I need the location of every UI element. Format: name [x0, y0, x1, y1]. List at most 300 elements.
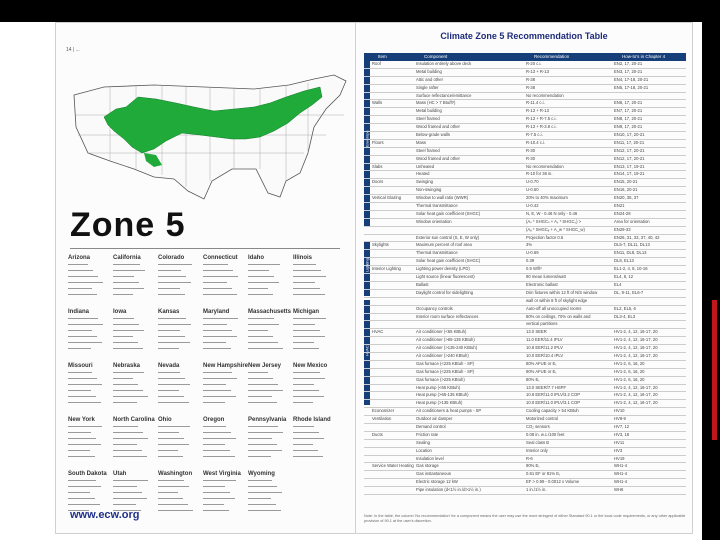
county-entry: [113, 288, 144, 289]
county-entry: [68, 432, 91, 433]
county-entry: [203, 318, 238, 319]
row-recommendation: 1 in./1½ in.: [526, 487, 547, 493]
table-row: [364, 345, 686, 353]
row-recommendation: R-6: [526, 455, 533, 461]
county-entry: [248, 276, 274, 277]
group-hvac: HVAC: [364, 300, 370, 405]
county-entry: [203, 492, 230, 493]
row-howto: HV3: [614, 447, 623, 453]
table-row: [364, 314, 686, 322]
row-component: Non-swinging: [416, 187, 442, 193]
county-entry: [203, 402, 225, 403]
row-recommendation: N, E, W - 0.46 N only - 0.46: [526, 210, 578, 216]
county-entry: [293, 318, 326, 319]
row-howto: EN2, 17, 20-21: [614, 61, 643, 66]
state-name: Massachusetts: [248, 309, 292, 315]
county-entry: [68, 444, 101, 445]
state-name: Ohio: [158, 417, 172, 423]
row-recommendation: R-30: [526, 155, 536, 161]
county-entry: [158, 276, 186, 277]
table-note: Note: In the table, the column 'No recommendation' for a component means the user may use the more stringent of either Standard 90.1 or the local code requirements, or any other applicable provision of 90.1 at the user's discretion.: [364, 514, 686, 523]
row-howto: EN14, 17, 19-21: [614, 171, 645, 177]
county-entry: [248, 402, 277, 403]
county-entry: [68, 270, 93, 271]
county-entry: [293, 426, 314, 427]
county-entry: [113, 318, 134, 319]
county-entry: [158, 432, 179, 433]
county-entry: [293, 432, 319, 433]
row-component: Light source (linear fluorescent): [416, 274, 475, 280]
county-entry: [248, 384, 278, 385]
row-item: Ventilation: [372, 416, 392, 422]
row-recommendation: Interior only: [526, 447, 548, 453]
county-entry: [158, 336, 185, 337]
county-entry: [248, 270, 269, 271]
county-entry: [68, 324, 103, 325]
county-entry: [293, 294, 325, 295]
row-recommendation: U-0.42: [526, 203, 539, 209]
row-recommendation: R-30: [526, 147, 536, 153]
county-entry: [293, 450, 318, 451]
row-component: Swinging: [416, 179, 433, 185]
row-recommendation: R-20 c.i.: [526, 61, 542, 66]
county-entry: [248, 492, 282, 493]
row-recommendation: 90 mean lumens/watt: [526, 274, 566, 280]
state-name: Michigan: [293, 309, 320, 315]
row-howto: EN3, 17, 20-21: [614, 68, 643, 74]
county-entry: [158, 384, 190, 385]
row-recommendation: U-0.70: [526, 179, 539, 185]
county-entry: [158, 270, 181, 271]
county-entry: [293, 396, 324, 397]
county-entry: [248, 498, 271, 499]
row-recommendation: Cooling capacity > 54 KBtuh: [526, 408, 579, 414]
table-row: [364, 77, 686, 85]
county-list: [68, 255, 348, 525]
row-recommendation: 0.39: [526, 258, 535, 264]
row-recommendation: Auto-off all unoccupied rooms: [526, 305, 582, 311]
row-component: Exterior sun control (S, E, W only): [416, 234, 480, 240]
state-name: Oregon: [203, 417, 225, 423]
row-component: Demand control: [416, 423, 446, 429]
row-recommendation: R-13 + R-13: [526, 68, 549, 74]
row-item: Walls: [372, 100, 383, 106]
county-entry: [113, 342, 138, 343]
table-row: [364, 195, 686, 203]
table-row: [364, 487, 686, 495]
table-row: [364, 124, 686, 132]
county-entry: [68, 378, 97, 379]
county-entry: [248, 504, 276, 505]
row-component: Gas instantaneous: [416, 471, 451, 477]
row-recommendation: 13.0 SEER: [526, 329, 547, 335]
county-entry: [293, 336, 325, 337]
row-howto: EN9, 17, 20-21: [614, 124, 643, 130]
table-row: [364, 250, 686, 258]
table-row: [364, 140, 686, 148]
county-entry: [68, 384, 102, 385]
row-howto: HV19: [614, 455, 625, 461]
state-name: Wyoming: [248, 471, 275, 477]
row-item: Ducts: [372, 431, 383, 437]
county-entry: [113, 444, 137, 445]
county-entry: [158, 438, 184, 439]
county-entry: [293, 324, 315, 325]
top-border: [0, 0, 720, 22]
row-component: Sealing: [416, 439, 430, 445]
county-entry: [113, 432, 143, 433]
county-entry: [203, 324, 227, 325]
row-howto: DL5-7, DL11, DL13: [614, 242, 650, 248]
county-entry: [113, 480, 148, 481]
row-component: Mass: [416, 139, 427, 145]
red-accent-bar: [712, 300, 717, 440]
county-entry: [113, 276, 134, 277]
county-entry: [68, 372, 92, 373]
county-entry: [248, 324, 279, 325]
county-entry: [203, 432, 231, 433]
table-row: [364, 337, 686, 345]
county-entry: [68, 396, 96, 397]
state-name: South Dakota: [68, 471, 107, 477]
table-row: [364, 203, 686, 211]
row-recommendation: CO₂ sensors: [526, 423, 550, 429]
row-recommendation: R-11.4 c.i.: [526, 100, 545, 106]
row-item: Doors: [372, 179, 384, 185]
county-entry: [158, 282, 191, 283]
row-recommendation: 10.6 EER/11.0 IPLV/3.2 COP: [526, 392, 581, 398]
county-entry: [203, 348, 231, 349]
row-component: Unheated: [416, 163, 435, 169]
county-entry: [248, 456, 271, 457]
row-recommendation: Dim fixtures within 12 ft of N/S window: [526, 289, 598, 295]
row-recommendation: 3%: [526, 242, 533, 248]
table-row: [364, 321, 686, 329]
table-row: [364, 116, 686, 124]
row-recommendation: 20% to 40% maximum: [526, 195, 568, 201]
county-entry: [68, 486, 101, 487]
row-howto: HV1-2, 4, 12, 16-17, 20: [614, 384, 658, 390]
county-entry: [203, 504, 224, 505]
county-entry: [248, 396, 272, 397]
table-row: [364, 258, 686, 266]
county-entry: [113, 504, 136, 505]
row-howto: EN15, 20-21: [614, 179, 638, 185]
county-entry: [203, 426, 226, 427]
county-entry: [113, 426, 138, 427]
table-row: [364, 156, 686, 164]
county-entry: [293, 372, 320, 373]
row-component: Wood framed and other: [416, 155, 460, 161]
county-entry: [203, 342, 226, 343]
row-recommendation: 10.0 EER/10.4 IPLV: [526, 352, 564, 358]
county-entry: [248, 426, 278, 427]
row-howto: HV1-2, 4, 12, 16-17, 20: [614, 329, 658, 335]
county-entry: [248, 486, 277, 487]
table-row: [364, 266, 686, 274]
row-howto: EN20, 35, 37: [614, 195, 639, 201]
row-recommendation: 80% Eₜ: [526, 376, 540, 382]
county-entry: [68, 504, 100, 505]
table-row: [364, 187, 686, 195]
state-name: New York: [68, 417, 95, 423]
row-component: Steel framed: [416, 116, 440, 122]
row-component: Solar heat gain coefficient (SHGC): [416, 258, 481, 264]
row-howto: Area for orientation: [614, 218, 650, 224]
county-entry: [293, 402, 313, 403]
row-recommendation: U-0.50: [526, 187, 539, 193]
county-entry: [113, 498, 147, 499]
row-recommendation: R-10.4 c.i.: [526, 139, 546, 145]
county-entry: [293, 342, 314, 343]
state-name: Colorado: [158, 255, 185, 261]
row-howto: EN16, 20-21: [614, 187, 638, 193]
county-entry: [203, 288, 232, 289]
row-item: Vertical Glazing: [372, 195, 402, 201]
row-howto: EN29-33: [614, 226, 631, 232]
row-recommendation: R-38: [526, 76, 536, 82]
county-entry: [158, 348, 179, 349]
county-entry: [68, 294, 97, 295]
row-component: Heated: [416, 171, 430, 177]
county-entry: [293, 276, 326, 277]
row-component: Maximum percent of roof area: [416, 242, 472, 248]
state-name: Iowa: [113, 309, 127, 315]
county-entry: [203, 396, 236, 397]
row-recommendation: 80% on ceilings, 70% on walls and: [526, 313, 591, 319]
state-name: California: [113, 255, 141, 261]
county-entry: [203, 264, 228, 265]
county-entry: [158, 444, 189, 445]
row-recommendation: wall or within 8 ft of skylight edge: [526, 297, 588, 303]
row-component: Steel framed: [416, 147, 440, 153]
row-recommendation: Motorized control: [526, 416, 559, 422]
row-recommendation: R-38: [526, 84, 536, 90]
row-howto: DL3-4, EL3: [614, 313, 636, 319]
row-item: Service Water Heating: [372, 463, 414, 469]
row-recommendation: 0.9 W/ft²: [526, 266, 542, 272]
row-howto: HV8-9: [614, 416, 626, 422]
row-component: Heat pump (<65 KBtuh): [416, 384, 461, 390]
state-name: Arizona: [68, 255, 91, 261]
county-entry: [113, 336, 133, 337]
county-entry: [203, 510, 229, 511]
row-component: Gas storage: [416, 463, 439, 469]
table-row: [364, 290, 686, 298]
row-howto: HV1-2, 4, 12, 16-17, 20: [614, 400, 658, 406]
table-row: [364, 361, 686, 369]
county-entry: [293, 264, 316, 265]
county-entry: [293, 438, 324, 439]
county-entry: [113, 384, 138, 385]
row-recommendation: R-13 + R-13: [526, 108, 549, 114]
county-entry: [68, 426, 102, 427]
row-component: Ballast: [416, 281, 429, 287]
county-entry: [68, 276, 98, 277]
row-component: Heat pump (>135 KBtuh): [416, 400, 463, 406]
row-recommendation: (Aₙ * SHGCₙ + Aₛ * SHGCₛ) >: [526, 218, 582, 224]
row-howto: DL, 9-11, EL6-7: [614, 289, 644, 295]
row-recommendation: vertical partitions: [526, 321, 558, 327]
row-recommendation: 90% Eₜ: [526, 463, 540, 469]
county-entry: [203, 294, 237, 295]
row-howto: HV1-2, 4, 12, 16-17, 20: [614, 352, 658, 358]
table-row: [364, 479, 686, 487]
county-entry: [203, 336, 237, 337]
row-component: Insulation entirely above deck: [416, 61, 472, 66]
row-component: Friction rate: [416, 431, 439, 437]
row-howto: EL2, EL5, 6: [614, 305, 636, 311]
county-entry: [293, 444, 313, 445]
column-header-component: Component: [424, 54, 448, 59]
row-component: Heat pump (>65-135 KBtuh): [416, 392, 469, 398]
county-entry: [293, 330, 320, 331]
table-header: [364, 53, 686, 61]
county-entry: [158, 402, 189, 403]
row-howto: WH1-4: [614, 463, 628, 469]
row-howto: HV1-2, 6, 16, 20: [614, 368, 645, 374]
row-howto: EN13, 17, 19-21: [614, 163, 645, 169]
county-entry: [68, 402, 101, 403]
row-recommendation: R-13 + R-3.8 c.i.: [526, 124, 557, 130]
county-entry: [68, 342, 102, 343]
page-header: 14 | ...: [66, 47, 80, 53]
county-entry: [203, 450, 230, 451]
county-entry: [248, 390, 283, 391]
column-header-howto: How-to's in Chapter 4: [622, 54, 666, 59]
row-howto: HV10: [614, 408, 625, 414]
row-howto: HV7, 12: [614, 423, 630, 429]
county-entry: [158, 390, 179, 391]
column-header-item: Item: [378, 54, 387, 59]
table-row: [364, 132, 686, 140]
row-component: Thermal transmittance: [416, 250, 458, 256]
county-entry: [158, 378, 185, 379]
county-entry: [158, 372, 180, 373]
table-row: [364, 298, 686, 306]
row-howto: EN6, 17, 20-21: [614, 100, 643, 106]
row-component: Single rafter: [416, 84, 439, 90]
table-row: [364, 211, 686, 219]
row-howto: HV1-2, 4, 12, 16-17, 20: [614, 345, 658, 351]
county-entry: [113, 492, 142, 493]
row-component: Window orientation: [416, 218, 452, 224]
row-component: Window to wall ratio (WWR): [416, 195, 469, 201]
row-howto: EN11, 17, 20-21: [614, 139, 645, 145]
row-item: Economizer: [372, 408, 395, 414]
row-howto: HV1-2, 4, 12, 16-17, 20: [614, 337, 658, 343]
table-row: [364, 392, 686, 400]
county-entry: [248, 372, 268, 373]
county-entry: [248, 510, 281, 511]
county-entry: [293, 288, 320, 289]
county-entry: [248, 378, 273, 379]
table-row: [364, 164, 686, 172]
county-entry: [158, 486, 189, 487]
table-row: [364, 456, 686, 464]
table-row: [364, 242, 686, 250]
county-entry: [248, 432, 283, 433]
row-item: Floors: [372, 139, 384, 145]
table-row: [364, 61, 686, 69]
column-header-recommendation: Recommendation: [534, 54, 570, 59]
county-entry: [248, 336, 273, 337]
row-component: Insulation level: [416, 455, 444, 461]
row-recommendation: R-13 + R-7.5 c.i.: [526, 116, 557, 122]
county-entry: [248, 294, 273, 295]
row-component: Daylight control for sidelighting: [416, 289, 474, 295]
state-name: Indiana: [68, 309, 90, 315]
county-entry: [68, 498, 95, 499]
county-entry: [203, 378, 237, 379]
table-row: [364, 440, 686, 448]
county-entry: [113, 270, 145, 271]
county-entry: [158, 456, 183, 457]
row-component: Below-grade walls: [416, 132, 450, 138]
row-component: Gas furnace (<225 KBtuh - SP): [416, 360, 475, 366]
us-climate-zone-map: [64, 57, 350, 205]
row-recommendation: R-7.5 c.i.: [526, 132, 543, 138]
county-entry: [203, 456, 235, 457]
group-lighting: Lighting: [364, 241, 370, 296]
county-entry: [158, 324, 191, 325]
state-name: New Mexico: [293, 363, 328, 369]
table-row: [364, 108, 686, 116]
county-entry: [158, 288, 180, 289]
table-row: [364, 227, 686, 235]
county-entry: [158, 510, 193, 511]
table-body: [364, 61, 686, 495]
row-howto: EL1-2, 4, 8, 10-16: [614, 266, 648, 272]
row-component: Air conditioner (>65-135 KBtuh): [416, 337, 475, 343]
county-entry: [113, 486, 137, 487]
row-recommendation: 0.08 in. w.c./100 feet: [526, 431, 565, 437]
row-component: Attic and other: [416, 76, 444, 82]
county-entry: [248, 450, 282, 451]
row-component: Surface reflectance/emittance: [416, 92, 472, 98]
county-entry: [68, 438, 96, 439]
recommendation-table-page: [355, 22, 693, 534]
county-entry: [68, 282, 103, 283]
table-row: [364, 179, 686, 187]
row-recommendation: 80% AFUE or Eₜ: [526, 360, 557, 366]
county-entry: [68, 390, 91, 391]
row-howto: DL8, EL13: [614, 258, 634, 264]
footer-url[interactable]: www.ecw.org: [70, 509, 140, 521]
county-entry: [203, 390, 231, 391]
table-row: [364, 408, 686, 416]
row-howto: HV1-2, 4, 12, 16-17, 20: [614, 392, 658, 398]
county-entry: [248, 288, 268, 289]
state-name: Nebraska: [113, 363, 141, 369]
state-name: Kansas: [158, 309, 180, 315]
county-entry: [293, 390, 319, 391]
county-entry: [248, 480, 272, 481]
row-component: Interior room surface reflectances: [416, 313, 479, 319]
county-entry: [203, 438, 236, 439]
row-component: Gas furnace (>225 KBtuh): [416, 376, 465, 382]
county-entry: [293, 270, 321, 271]
county-entry: [248, 264, 280, 265]
state-name: Idaho: [248, 255, 264, 261]
county-entry: [113, 438, 148, 439]
row-howto: WH1-4: [614, 471, 628, 477]
row-component: Pipe insulation (d<1½ in./d>1½ in.): [416, 487, 481, 493]
county-entry: [113, 402, 137, 403]
row-item: Slabs: [372, 163, 383, 169]
table-row: [364, 69, 686, 77]
county-entry: [68, 456, 95, 457]
